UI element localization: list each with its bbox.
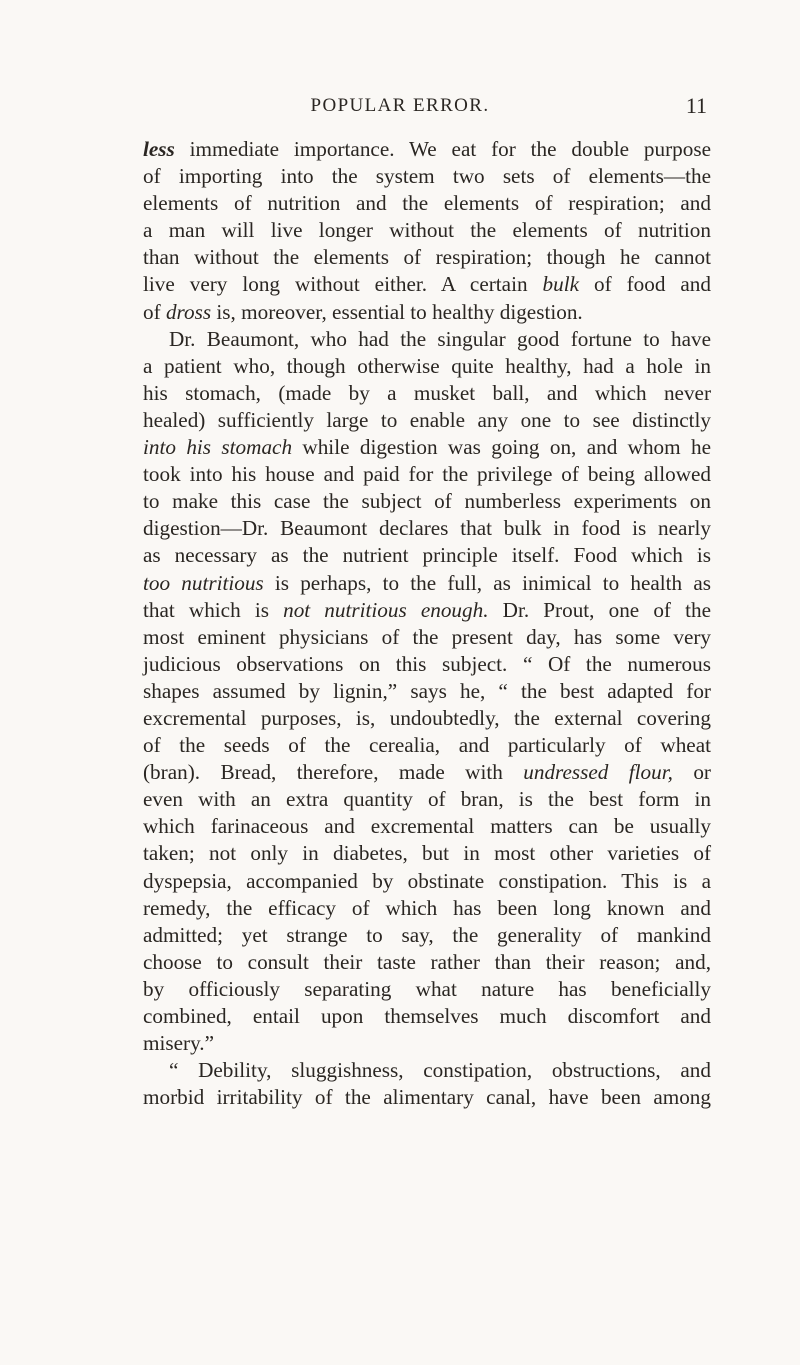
text-line: too nutritious is perhaps, to the full, as inimical to health as bbox=[143, 570, 711, 595]
text-line: of importing into the system two sets of elements—the bbox=[143, 164, 711, 189]
text-line: than without the elements of respiration; though he cannot bbox=[143, 245, 711, 270]
text-line: misery.” bbox=[143, 1031, 214, 1056]
text-line: excremental purposes, is, undoubtedly, the external covering bbox=[143, 705, 711, 730]
emphasis-text: not nutritious enough. bbox=[283, 597, 489, 622]
text-line: less immediate importance. We eat for the double purpose bbox=[143, 137, 711, 161]
text-line: that which is not nutritious enough. Dr. Prout, one of the bbox=[143, 597, 711, 622]
text-line: healed) sufficiently large to enable any one to see distinctly bbox=[143, 407, 711, 432]
emphasis-text: too nutritious bbox=[143, 570, 264, 595]
emphasis-text: undressed flour, bbox=[523, 760, 673, 785]
page-number: 11 bbox=[685, 93, 707, 118]
text-line: taken; not only in diabetes, but in most other varieties of bbox=[143, 841, 711, 866]
text-line: elements of nutrition and the elements of respiration; and bbox=[143, 191, 711, 216]
text-line: live very long without either. A certain bulk of food and bbox=[143, 272, 711, 297]
text-line: morbid irritability of the alimentary canal, have been among bbox=[143, 1085, 711, 1110]
page-header bbox=[0, 91, 800, 121]
text-line: of the seeds of the cerealia, and particularly of wheat bbox=[143, 733, 711, 758]
paragraph-start: Dr. Beaumont, who had the singular good fortune to have bbox=[169, 326, 711, 351]
text-line: his stomach, (made by a musket ball, and which never bbox=[143, 380, 711, 405]
body-text bbox=[143, 136, 711, 1111]
text-line: of dross is, moreover, essential to healthy digestion. bbox=[143, 299, 583, 324]
text-line: (bran). Bread, therefore, made with undressed flour, or bbox=[143, 760, 711, 785]
text-line: admitted; yet strange to say, the generality of mankind bbox=[143, 922, 711, 947]
text-line: a patient who, though otherwise quite healthy, had a hole in bbox=[143, 353, 711, 378]
text-line: as necessary as the nutrient principle itself. Food which is bbox=[143, 543, 711, 568]
text-line: shapes assumed by lignin,” says he, “ the best adapted for bbox=[143, 678, 711, 703]
text-line: to make this case the subject of numberless experiments on bbox=[143, 489, 711, 514]
text-line: even with an extra quantity of bran, is the best form in bbox=[143, 787, 711, 812]
emphasis-text: dross bbox=[165, 299, 212, 324]
text-line: a man will live longer without the elements of nutrition bbox=[143, 218, 711, 243]
text-line: by officiously separating what nature has beneficially bbox=[143, 976, 711, 1001]
running-title: POPULAR ERROR. bbox=[310, 95, 490, 116]
text-line: into his stomach while digestion was going on, and whom he bbox=[143, 435, 711, 460]
text-line: choose to consult their taste rather than their reason; and, bbox=[143, 949, 711, 974]
text-line: most eminent physicians of the present day, has some very bbox=[143, 624, 711, 649]
text-line: remedy, the efficacy of which has been long known and bbox=[143, 895, 711, 920]
emphasis-text: bulk bbox=[542, 272, 580, 297]
emphasis-text: less bbox=[143, 137, 175, 161]
emphasis-text: into his stomach bbox=[143, 435, 293, 460]
paragraph-start: “ Debility, sluggishness, constipation, obstructions, and bbox=[169, 1058, 711, 1083]
text-line: combined, entail upon themselves much discomfort and bbox=[143, 1004, 711, 1028]
text-line: took into his house and paid for the privilege of being allowed bbox=[143, 462, 711, 487]
text-line: dyspepsia, accompanied by obstinate constipation. This is a bbox=[143, 868, 711, 893]
text-line: digestion—Dr. Beaumont declares that bulk in food is nearly bbox=[143, 516, 711, 541]
text-line: which farinaceous and excremental matters can be usually bbox=[143, 814, 711, 839]
text-line: judicious observations on this subject. “ Of the numerous bbox=[143, 651, 711, 676]
